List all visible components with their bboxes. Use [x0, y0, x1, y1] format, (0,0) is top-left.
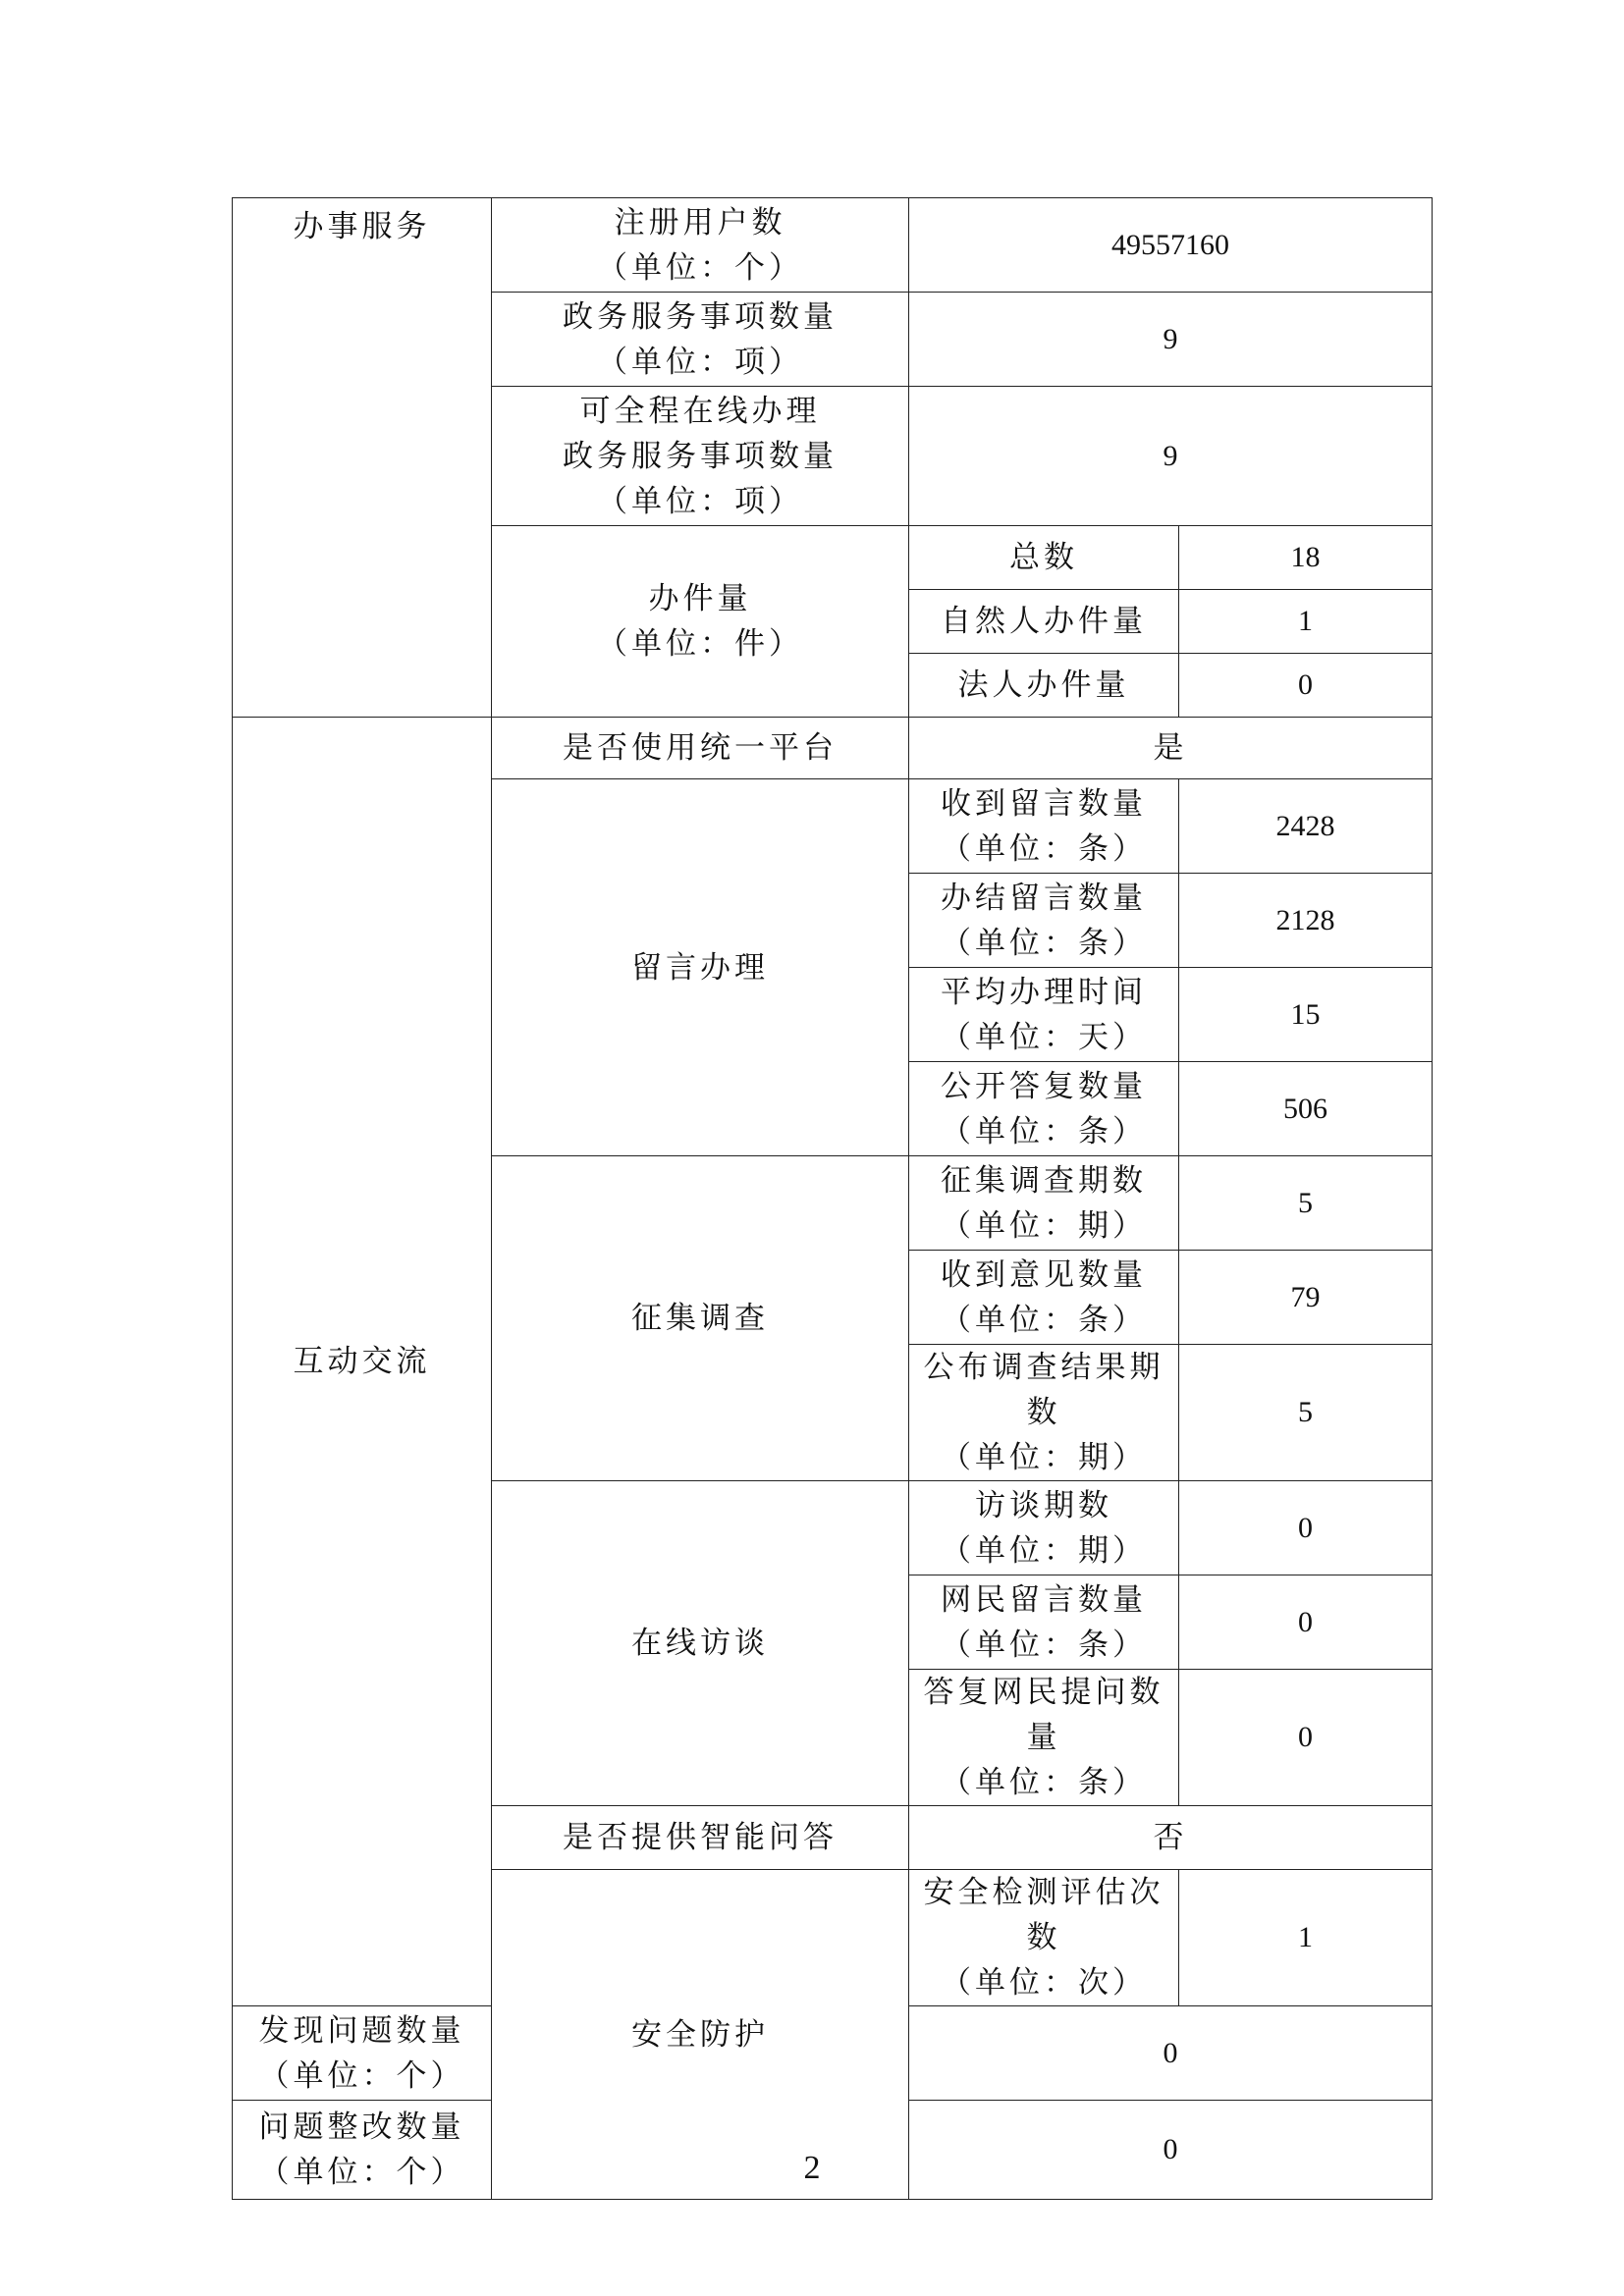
survey-label: 征集调查: [492, 1156, 909, 1481]
issues-found-value: 0: [909, 2006, 1433, 2101]
unified-platform-value: 是: [909, 718, 1433, 779]
messages-avg-time-value: 15: [1179, 968, 1433, 1062]
survey-periods-value: 5: [1179, 1156, 1433, 1251]
cases-label: 办件量 （单位：件）: [492, 526, 909, 718]
issues-fixed-value: 0: [909, 2101, 1433, 2200]
cases-total-value: 18: [1179, 526, 1433, 590]
cases-natural-value: 1: [1179, 590, 1433, 654]
interview-periods-label: 访谈期数 （单位：期）: [909, 1481, 1179, 1575]
survey-periods-label: 征集调查期数 （单位：期）: [909, 1156, 1179, 1251]
issues-fixed-label: 问题整改数量 （单位：个）: [233, 2101, 492, 2200]
cases-natural-label: 自然人办件量: [909, 590, 1179, 654]
interview-answered-value: 0: [1179, 1670, 1433, 1806]
smart-qa-label: 是否提供智能问答: [492, 1806, 909, 1870]
interview-netizen-msgs-value: 0: [1179, 1575, 1433, 1670]
interview-periods-value: 0: [1179, 1481, 1433, 1575]
online-items-label: 可全程在线办理 政务服务事项数量 （单位：项）: [492, 387, 909, 526]
assessments-value: 1: [1179, 1870, 1433, 2006]
assessments-label: 安全检测评估次数 （单位：次）: [909, 1870, 1179, 2006]
messages-received-value: 2428: [1179, 779, 1433, 874]
survey-published-value: 5: [1179, 1345, 1433, 1481]
section-security-label: 安全防护: [492, 1870, 909, 2200]
section-interaction-label: 互动交流: [233, 718, 492, 2006]
registered-users-value: 49557160: [909, 198, 1433, 293]
messages-label: 留言办理: [492, 779, 909, 1156]
interview-answered-label: 答复网民提问数量 （单位：条）: [909, 1670, 1179, 1806]
unified-platform-label: 是否使用统一平台: [492, 718, 909, 779]
issues-found-label: 发现问题数量 （单位：个）: [233, 2006, 492, 2101]
section-service-label: 办事服务: [233, 198, 492, 718]
survey-published-label: 公布调查结果期数 （单位：期）: [909, 1345, 1179, 1481]
interview-label: 在线访谈: [492, 1481, 909, 1806]
registered-users-label: 注册用户数 （单位：个）: [492, 198, 909, 293]
messages-avg-time-label: 平均办理时间 （单位：天）: [909, 968, 1179, 1062]
service-items-label: 政务服务事项数量 （单位：项）: [492, 293, 909, 387]
survey-opinions-label: 收到意见数量 （单位：条）: [909, 1251, 1179, 1345]
messages-received-label: 收到留言数量 （单位：条）: [909, 779, 1179, 874]
messages-concluded-label: 办结留言数量 （单位：条）: [909, 874, 1179, 968]
service-items-value: 9: [909, 293, 1433, 387]
messages-public-replies-value: 506: [1179, 1062, 1433, 1156]
online-items-value: 9: [909, 387, 1433, 526]
cases-legal-value: 0: [1179, 654, 1433, 718]
messages-public-replies-label: 公开答复数量 （单位：条）: [909, 1062, 1179, 1156]
statistics-table: [232, 197, 1433, 2200]
interview-netizen-msgs-label: 网民留言数量 （单位：条）: [909, 1575, 1179, 1670]
messages-concluded-value: 2128: [1179, 874, 1433, 968]
page-number: 2: [803, 2150, 821, 2186]
cases-total-label: 总数: [909, 526, 1179, 590]
survey-opinions-value: 79: [1179, 1251, 1433, 1345]
smart-qa-value: 否: [909, 1806, 1433, 1870]
cases-legal-label: 法人办件量: [909, 654, 1179, 718]
